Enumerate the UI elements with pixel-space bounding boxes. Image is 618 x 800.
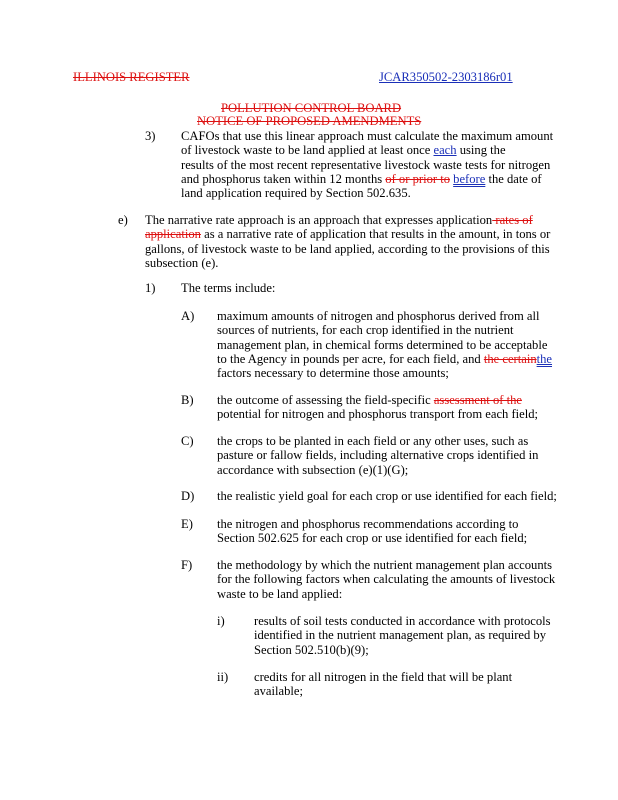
item-e-line: The narrative rate approach is an approach that expresses application rates of (145, 213, 533, 227)
item-A-line: sources of nutrients, for each crop identified in the nutrient (217, 323, 514, 338)
item-3-line: and phosphorus taken within 12 months of or prior to before the date of (181, 171, 542, 186)
item-i-line: Section 502.510(b)(9); (254, 642, 369, 657)
register-title: ILLINOIS REGISTER (73, 70, 190, 84)
notice-title: NOTICE OF PROPOSED AMENDMENTS (197, 114, 422, 128)
item-e-line: gallons, of livestock waste to be land applied, according to the provisions of this (145, 241, 550, 256)
item-3-paragraph (181, 129, 553, 200)
item-E-paragraph (217, 517, 527, 546)
deleted-text: rates of (492, 213, 533, 227)
item-A-line: to the Agency in pounds per acre, for each field, and the certainthe (217, 351, 553, 366)
item-3-line: of livestock waste to be land applied at least once each using the (181, 143, 506, 158)
item-B-line: potential for nitrogen and phosphorus transport from each field; (217, 407, 539, 422)
item-ii-paragraph (254, 670, 512, 699)
item-F-paragraph (217, 558, 555, 601)
item-1-label: 1) (145, 281, 156, 295)
item-A-paragraph (217, 309, 552, 380)
item-ii-line: available; (254, 684, 303, 699)
item-e-label: e) (118, 213, 128, 227)
item-A-line: maximum amounts of nitrogen and phosphorus derived from all (217, 309, 540, 323)
item-C-paragraph (217, 434, 538, 477)
item-C-line: accordance with subsection (e)(1)(G); (217, 462, 409, 477)
item-e-paragraph (145, 213, 550, 270)
deleted-text: the certain (483, 351, 537, 366)
item-E-line: the nitrogen and phosphorus recommendations according to (217, 517, 519, 531)
item-F-line: waste to be land applied: (217, 586, 343, 601)
item-3-line: land application required by Section 502.635. (181, 186, 411, 201)
item-D-label: D) (181, 489, 195, 503)
board-name: POLLUTION CONTROL BOARD (221, 101, 402, 115)
item-A-line: management plan, in chemical forms determined to be acceptable (217, 337, 548, 352)
item-i-paragraph (254, 614, 551, 657)
item-A-label: A) (181, 309, 195, 323)
item-F-label: F) (181, 558, 193, 572)
item-C-line: the crops to be planted in each field or any other uses, such as (217, 434, 529, 448)
item-3-label: 3) (145, 129, 156, 143)
item-E-line: Section 502.625 for each crop or use identified for each field; (217, 531, 528, 546)
item-1-text: The terms include: (181, 281, 276, 295)
item-C-label: C) (181, 434, 194, 448)
item-i-label: i) (217, 614, 225, 628)
inserted-text: before (453, 171, 486, 186)
item-i-line: results of soil tests conducted in accordance with protocols (254, 614, 551, 628)
item-F-line: the methodology by which the nutrient management plan accounts (217, 558, 553, 572)
item-i-line: identified in the nutrient management plan, as required by (254, 628, 547, 643)
item-E-label: E) (181, 517, 193, 531)
item-A-line: factors necessary to determine those amounts; (217, 366, 449, 381)
item-ii-label: ii) (217, 670, 229, 684)
item-C-line: pasture or fallow fields, including alternative crops identified in (217, 448, 539, 463)
deleted-text: of or prior to (385, 171, 450, 186)
deleted-text: application (145, 227, 201, 242)
item-B-label: B) (181, 393, 194, 407)
item-3-line: results of the most recent representative livestock waste tests for nitrogen (181, 157, 551, 172)
inserted-text: the (536, 351, 553, 366)
item-ii-line: credits for all nitrogen in the field that will be plant (254, 670, 513, 684)
item-e-line: subsection (e). (145, 255, 219, 270)
item-B-line: the outcome of assessing the field-specific assessment of the (217, 393, 522, 407)
item-e-line: application as a narrative rate of application that results in the amount, in tons or (145, 227, 551, 242)
item-B-paragraph (217, 393, 538, 422)
item-3-line: CAFOs that use this linear approach must calculate the maximum amount (181, 129, 554, 143)
deleted-text: assessment of the (433, 393, 522, 407)
document-id: JCAR350502-2303186r01 (379, 70, 513, 84)
item-F-line: for the following factors when calculating the amounts of livestock (217, 572, 556, 587)
item-D-text: the realistic yield goal for each crop or use identified for each field; (217, 489, 557, 503)
